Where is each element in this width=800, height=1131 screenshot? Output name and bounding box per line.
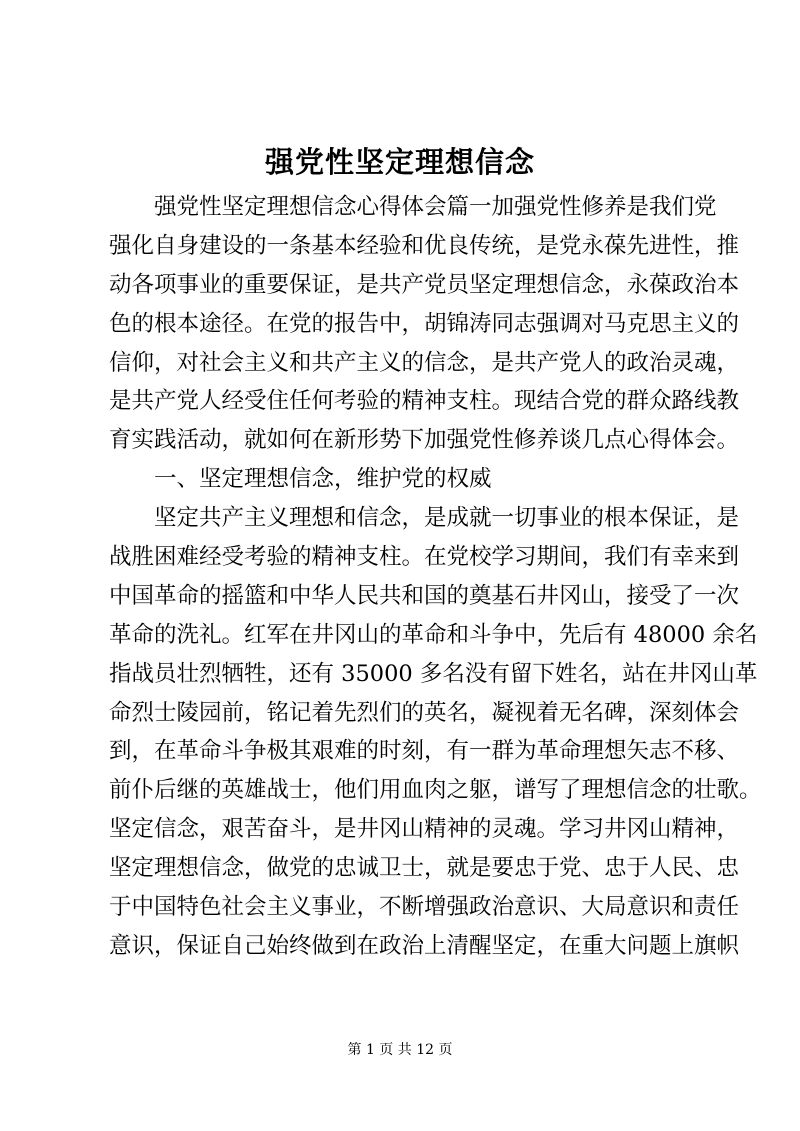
text-line: 是共产党人经受住任何考验的精神支柱。现结合党的群众路线教	[109, 388, 740, 415]
text-line: 坚定理想信念，做党的忠诚卫士，就是要忠于党、忠于人民、忠	[109, 855, 740, 882]
text-line: 前仆后继的英雄战士，他们用血肉之躯，谱写了理想信念的壮歌。	[109, 777, 762, 804]
text-line: 战胜困难经受考验的精神支柱。在党校学习期间，我们有幸来到	[109, 544, 740, 571]
text-line: 信仰，对社会主义和共产主义的信念，是共产党人的政治灵魂，	[109, 349, 740, 376]
text-line: 指战员壮烈牺牲，还有 35000 多名没有留下姓名，站在井冈山革	[109, 660, 758, 687]
text-line: 强化自身建设的一条基本经验和优良传统，是党永葆先进性，推	[109, 232, 740, 259]
text-line: 坚定共产主义理想和信念，是成就一切事业的根本保证，是	[154, 505, 740, 532]
text-line: 中国革命的摇篮和中华人民共和国的奠基石井冈山，接受了一次	[109, 582, 740, 609]
text-line: 到，在革命斗争极其艰难的时刻，有一群为革命理想矢志不移、	[109, 738, 740, 765]
document-body	[109, 188, 762, 966]
text-line: 强党性坚定理想信念心得体会篇一加强党性修养是我们党	[154, 194, 717, 220]
text-line: 意识，保证自己始终做到在政治上清醒坚定，在重大问题上旗帜	[109, 932, 740, 959]
text-line: 革命的洗礼。红军在井冈山的革命和斗争中，先后有 48000 余名	[109, 621, 758, 648]
document-title: 强党性坚定理想信念	[264, 145, 535, 179]
text-line: 动各项事业的重要保证，是共产党员坚定理想信念，永葆政治本	[109, 271, 740, 298]
text-line: 坚定信念，艰苦奋斗，是井冈山精神的灵魂。学习井冈山精神，	[109, 816, 740, 843]
text-line: 于中国特色社会主义事业，不断增强政治意识、大局意识和责任	[109, 894, 740, 921]
text-line: 命烈士陵园前，铭记着先烈们的英名，凝视着无名碑，深刻体会	[109, 699, 740, 726]
page-footer: 第 1 页 共 12 页	[347, 1042, 453, 1058]
section-heading: 一、坚定理想信念，维护党的权威	[154, 466, 492, 493]
text-line: 育实践活动，就如何在新形势下加强党性修养谈几点心得体会。	[109, 427, 740, 454]
text-line: 色的根本途径。在党的报告中，胡锦涛同志强调对马克思主义的	[109, 310, 740, 337]
